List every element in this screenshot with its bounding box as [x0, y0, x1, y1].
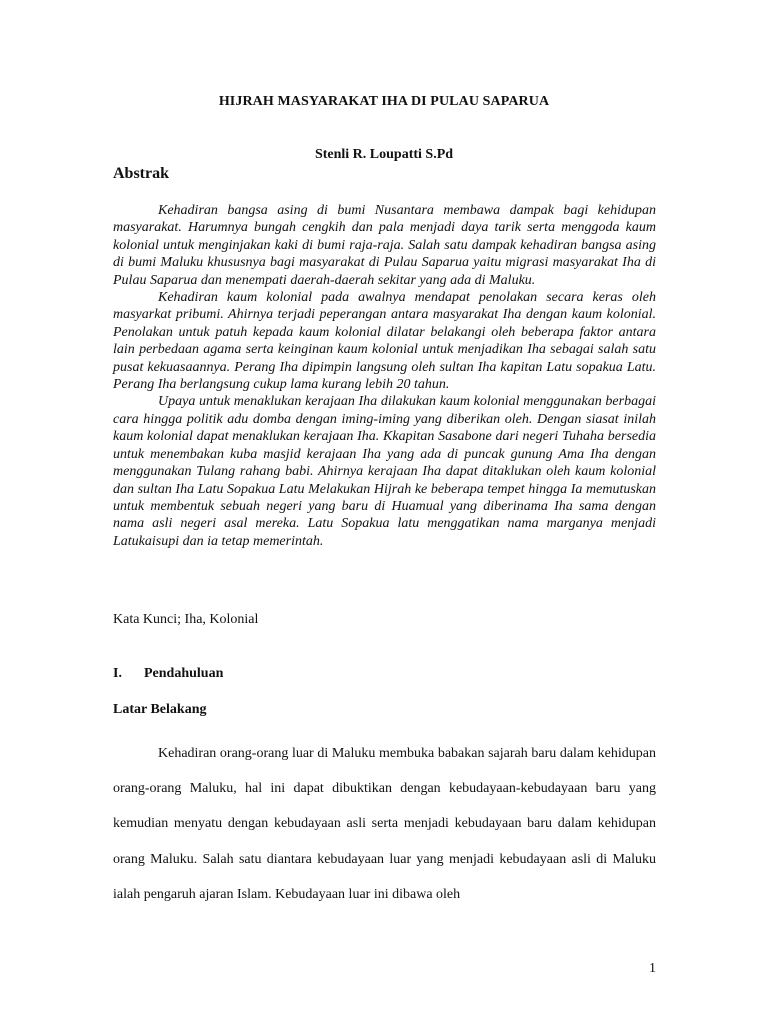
page-number: 1 [649, 961, 656, 976]
section-title: Pendahuluan [144, 666, 224, 681]
abstract-paragraph: Kehadiran kaum kolonial pada awalnya mendapat penolakan secara keras oleh masyarkat pribumi. Ahirnya terjadi peperangan antara masyarakat Iha dengan kaum kolonial. Penolakan untuk patuh kepada kaum kolonial dilatar belakangi oleh beberapa faktor antara lain perbedaan agama serta keinginan kaum kolonial untuk menjadikan Iha sebagai salah satu pusat kekuasaannya. Perang Iha dipimpin langsung oleh sultan Iha kapitan Latu sopakua Latu. Perang Iha berlangsung cukup lama kurang lebih 20 tahun. [113, 290, 656, 393]
abstract-body [113, 202, 656, 550]
document-title: HIJRAH MASYARAKAT IHA DI PULAU SAPARUA [218, 94, 550, 109]
abstract-heading: Abstrak [113, 165, 170, 182]
author-name: Stenli R. Loupatti S.Pd [314, 147, 454, 162]
section-heading [113, 666, 223, 682]
abstract-paragraph: Upaya untuk menaklukan kerajaan Iha dilakukan kaum kolonial menggunakan berbagai cara hingga politik adu domba dengan iming-iming yang diberikan oleh. Dengan siasat inilah kaum kolonial dapat menaklukan kerajaan Iha. Kkapitan Sasabone dari negeri Tuhaha bersedia untuk menembakan kuba masjid kerajaan Iha yang ada di puncak gunung Ama Iha dengan menggunakan Tulang rahang babi. Ahirnya kerajaan Iha dapat ditaklukan oleh kaum kolonial dan sultan Iha Latu Sopakua Latu Melakukan Hijrah ke beberapa tempet hingga Ia memutuskan untuk membentuk sebuah negeri yang baru di Huamual yang diberinama Iha sama dengan nama asli negeri asal mereka. Latu Sopakua latu menggatikan nama marganya menjadi Latukaisupi dan ia tetap memerintah. [113, 394, 656, 549]
keywords: Kata Kunci; Iha, Kolonial [113, 612, 259, 627]
section-number: I. [113, 666, 122, 681]
subsection-heading: Latar Belakang [113, 702, 207, 717]
abstract-paragraph: Kehadiran bangsa asing di bumi Nusantara membawa dampak bagi kehidupan masyarakat. Harumnya bungah cengkih dan pala menjadi daya tarik serta menggoda kaum kolonial untuk menginjakan kaki di bumi raja-raja. Salah satu dampak kehadiran bangsa asing di bumi Maluku khususnya bagi masyarakat di Pulau Saparua yaitu migrasi masyarakat Iha di Pulau Saparua dan menempati daerah-daerah sekitar yang ada di Maluku. [113, 203, 656, 288]
body-text [113, 736, 656, 912]
body-paragraph: Kehadiran orang-orang luar di Maluku membuka babakan sajarah baru dalam kehidupan orang-orang Maluku, hal ini dapat dibuktikan dengan kebudayaan-kebudayaan baru yang kemudian menyatu dengan kebudayaan asli serta menjadi kebudayaan baru dalam kehidupan orang Maluku. Salah satu diantara kebudayaan luar yang menjadi kebudayaan asli di Maluku ialah pengaruh ajaran Islam. Kebudayaan luar ini dibawa oleh [113, 746, 656, 902]
